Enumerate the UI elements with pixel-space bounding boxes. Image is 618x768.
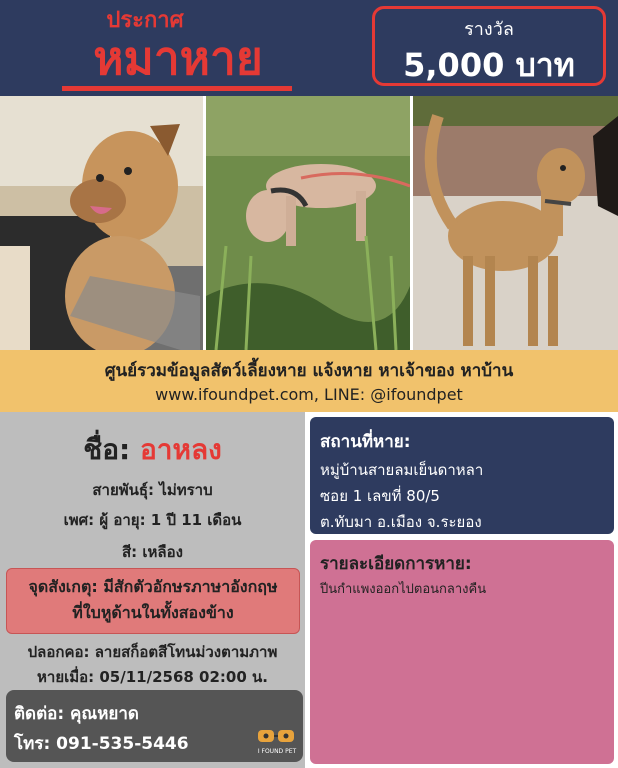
details-text: ปีนกำแพงออกไปตอนกลางคืน [320,582,487,597]
svg-text:I FOUND PET: I FOUND PET [257,748,297,755]
ifoundpet-logo [254,728,300,756]
location-line-2: ซอย 1 เลขที่ 80/5 [320,487,440,505]
details-title: รายละเอียดการหาย: [320,554,472,574]
announce-label: ประกาศ [106,8,184,33]
dog-in-grass-photo [206,96,410,350]
reward-label: รางวัล [464,19,514,40]
reward-amount: 5,000 บาท [403,46,575,84]
lost-time: หายเมื่อ: 05/11/2568 02:00 น. [37,668,268,686]
marks-line-1: จุดสังเกตุ: มีสักตัวอักษรภาษาอังกฤษ [28,577,278,596]
name-label: ชื่อ: [83,433,131,466]
banner-website[interactable]: www.ifoundpet.com, LINE: @ifoundpet [155,385,463,404]
pet-name: อาหลง [139,433,222,466]
pet-collar: ปลอกคอ: ลายสก็อตสีโทนม่วงตามภาพ [27,643,278,661]
location-line-1: หมู่บ้านสายลมเย็นดาหลา [320,461,484,479]
dog-in-car-photo [0,96,203,350]
pet-name-row [0,428,305,472]
pet-breed: สายพันธุ์: ไม่ทราบ [92,481,213,499]
pet-marks [6,574,300,626]
title-underline [62,86,292,91]
pet-color: สี: เหลือง [122,543,183,561]
contact-name: ติดต่อ: คุณหยาด [14,704,139,724]
contact-phone[interactable]: โทร: 091-535-5446 [14,734,189,754]
location-title: สถานที่หาย: [320,432,411,452]
marks-line-2: ที่ใบหูด้านในทั้งสองข้าง [72,603,234,622]
dog-standing-photo [413,96,618,350]
poster-title: หมาหาย [93,31,263,85]
location-line-3: ต.ทับมา อ.เมือง จ.ระยอง [320,513,482,531]
pet-sex-age: เพศ: ผู้ อายุ: 1 ปี 11 เดือน [63,511,242,529]
banner-tagline: ศูนย์รวมข้อมูลสัตว์เลี้ยงหาย แจ้งหาย หาเจ้าของ หาบ้าน [104,361,514,381]
